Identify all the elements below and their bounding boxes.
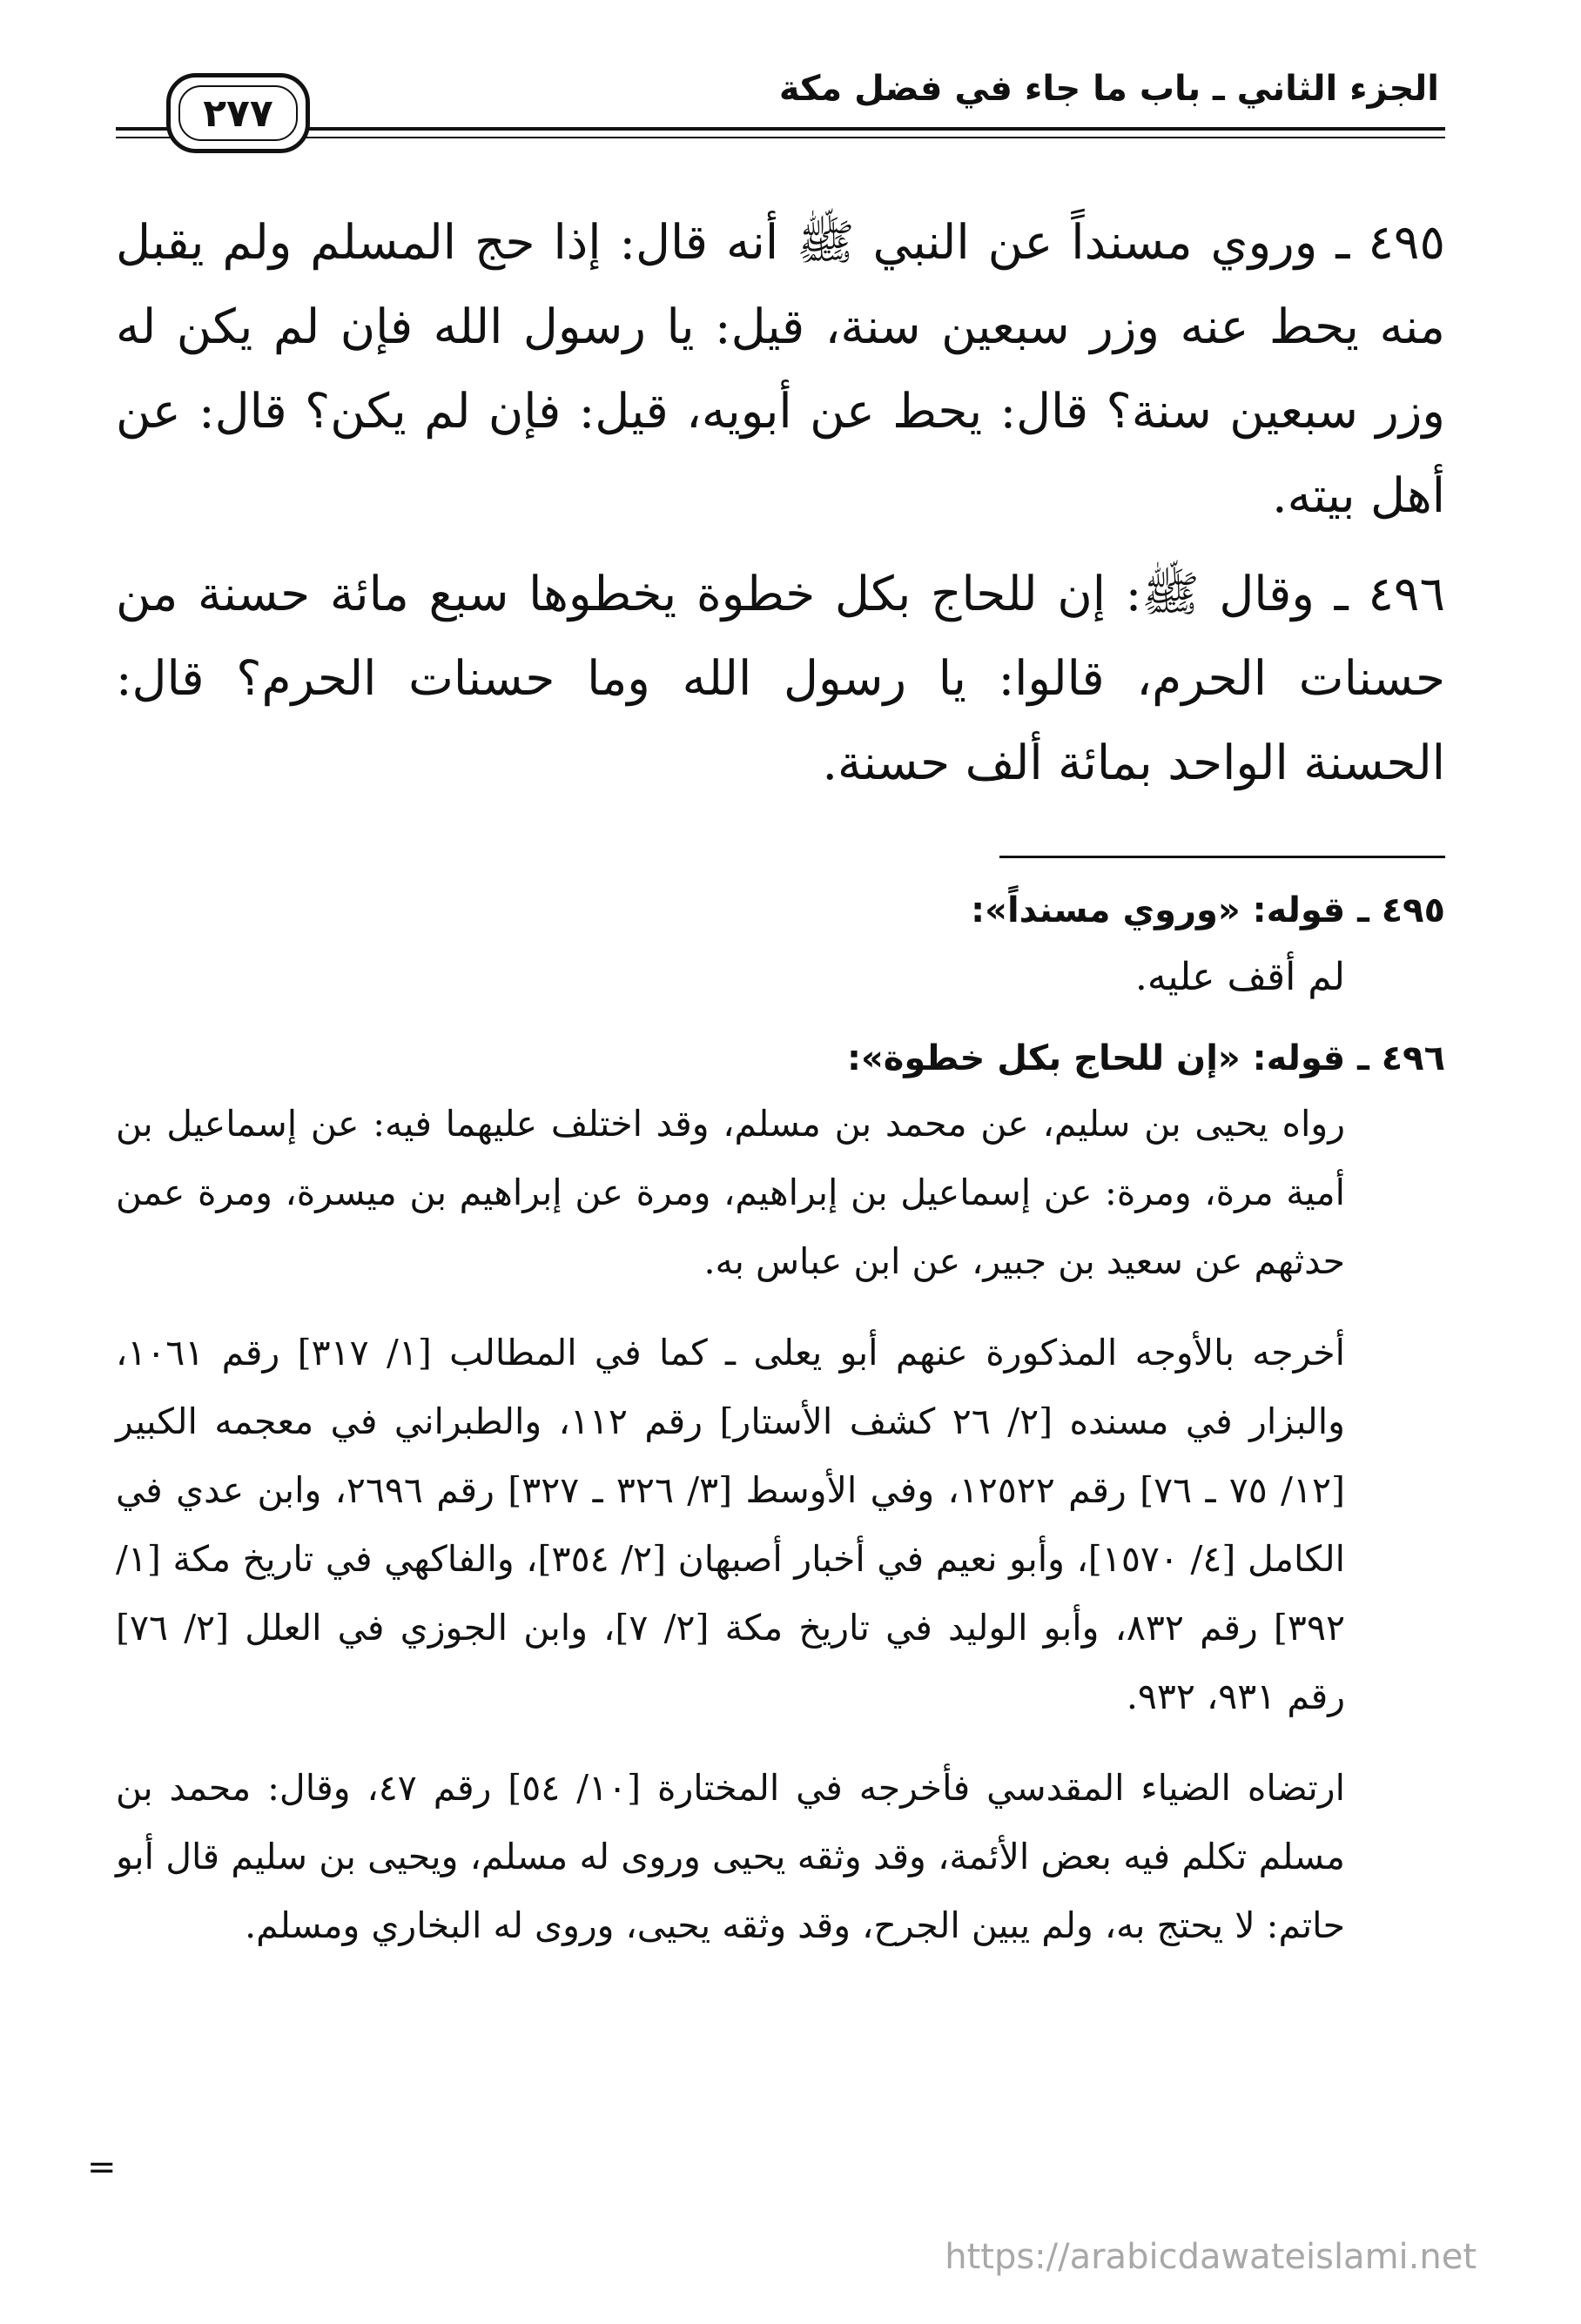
footnote-496-heading: ٤٩٦ ـ قوله: «إن للحاج بكل خطوة»: bbox=[846, 1038, 1445, 1078]
footnote-496-para-2: أخرجه بالأوجه المذكورة عنهم أبو يعلى ـ كما في المطالب [١/ ٣١٧] رقم ١٠٦١، والبزار في مسنده [٢/ ٢٦ كشف الأستار] رقم ١١٢، والطبراني في معجمه الكبير [١٢/ ٧٥ ـ ٧٦] رقم ١٢٥٢٢، وفي الأوسط [٣/ ٣٢٦ ـ ٣٢٧] رقم ٢٦٩٦، وابن عدي في الكامل [٤/ ١٥٧٠]، وأبو نعيم في أخبار أصبهان [٢/ ٣٥٤]، والفاكهي في تاريخ مكة [١/ ٣٩٢] رقم ٨٣٢، وأبو الوليد في تاريخ مكة [٢/ ٧]، وابن الجوزي في العلل [٢/ ٧٦] رقم ٩٣١، ٩٣٢. bbox=[116, 1332, 1345, 1717]
main-text bbox=[116, 200, 1445, 805]
page-number: ٢٧٧ bbox=[178, 85, 298, 141]
footnote-496-para-1: رواه يحيى بن سليم، عن محمد بن مسلم، وقد اختلف عليهما فيه: عن إسماعيل بن أمية مرة، ومرة: عن إسماعيل بن إبراهيم، ومرة عن إبراهيم بن ميسرة، ومرة عمن حدثهم عن سعيد بن جبير، عن ابن عباس به. bbox=[116, 1103, 1345, 1282]
hadith-496: ٤٩٦ ـ وقال ﷺ: إن للحاج بكل خطوة يخطوها سبع مائة حسنة من حسنات الحرم، قالوا: يا رسول الله وما حسنات الحرم؟ قال: الحسنة الواحد بمائة ألف حسنة. bbox=[116, 566, 1445, 790]
spacer bbox=[116, 1013, 1445, 1027]
spacer bbox=[116, 1731, 1445, 1754]
source-watermark: https://arabicdawateislami.net bbox=[945, 2237, 1477, 2277]
header-rule-thick bbox=[116, 127, 1445, 131]
running-header-title: الجزء الثاني ـ باب ما جاء في فضل مكة bbox=[778, 69, 1439, 109]
page-number-frame bbox=[166, 73, 310, 153]
spacer bbox=[116, 1296, 1445, 1319]
continuation-mark: = bbox=[87, 2147, 117, 2187]
footnotes bbox=[116, 879, 1445, 1960]
footnote-495-heading: ٤٩٥ ـ قوله: «وروي مسنداً»: bbox=[971, 890, 1445, 930]
footnote-496-para-3: ارتضاه الضياء المقدسي فأخرجه في المختارة [١٠/ ٥٤] رقم ٤٧، وقال: محمد بن مسلم تكلم فيه بعض الأئمة، وقد وثقه يحيى وروى له مسلم، ويحيى بن سليم قال أبو حاتم: لا يحتج به، ولم يبين الجرح، وقد وثقه يحيى، وروى له البخاري ومسلم. bbox=[116, 1767, 1345, 1946]
footnote-495-text: لم أقف عليه. bbox=[1134, 955, 1345, 999]
header-rule-thin bbox=[116, 137, 1445, 138]
hadith-495: ٤٩٥ ـ وروي مسنداً عن النبي ﷺ أنه قال: إذا حج المسلم ولم يقبل منه يحط عنه وزر سبعين سنة، قيل: يا رسول الله فإن لم يكن له وزر سبعين سنة؟ قال: يحط عن أبويه، قيل: فإن لم يكن؟ قال: عن أهل بيته. bbox=[116, 214, 1445, 523]
footnote-separator bbox=[999, 856, 1445, 858]
